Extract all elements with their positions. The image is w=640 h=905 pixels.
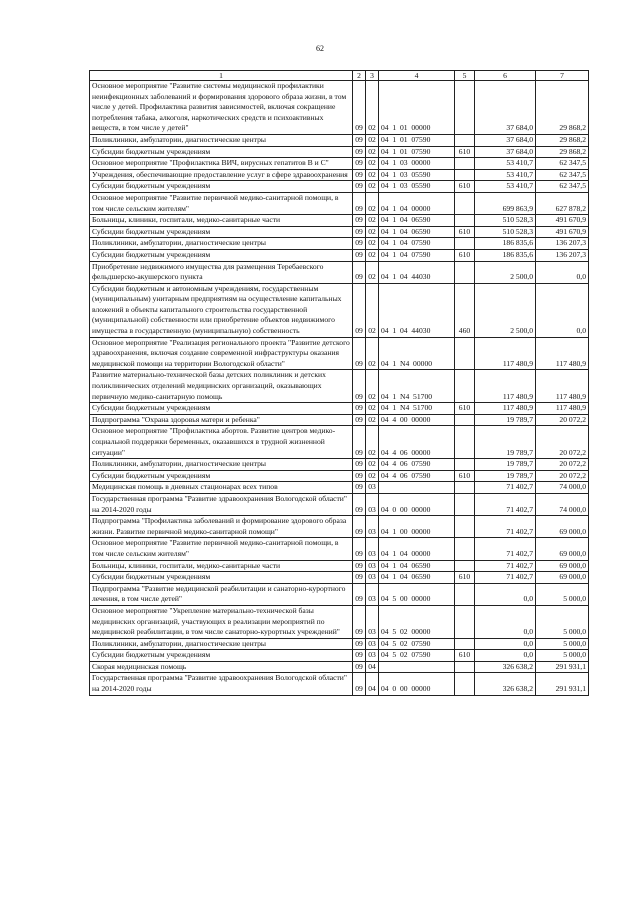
row-name-cell: Государственная программа "Развитие здравоохранения Вологодской области" на 2014-2020 годы <box>90 673 353 695</box>
expense-type-cell: 610 <box>455 470 475 482</box>
amount-year2-cell: 5 000,0 <box>536 605 589 638</box>
amount-year1-cell: 510 528,3 <box>475 215 536 227</box>
amount-year2-cell: 29 868,2 <box>536 146 589 158</box>
subsection-code-cell: 02 <box>366 470 379 482</box>
target-article-cell: 04 1 03 05590 <box>379 181 455 193</box>
amount-year2-cell: 5 000,0 <box>536 638 589 650</box>
section-code-cell: 09 <box>353 146 366 158</box>
table-row <box>90 81 589 135</box>
expense-type-cell <box>455 81 475 135</box>
row-name-cell: Субсидии бюджетным учреждениям <box>90 403 353 415</box>
expense-type-cell <box>455 370 475 403</box>
row-name-cell: Субсидии бюджетным и автономным учреждениям, государственным (муниципальным) унитарным предприятиям на осуществление капитальных вложений в объекты капитального строительства государственной (муниципальной) собственности или приобретение объектов недвижимого имущества в государственную (муниципальную) собственность <box>90 283 353 337</box>
expense-type-cell: 610 <box>455 650 475 662</box>
target-article-cell: 04 4 06 00000 <box>379 426 455 459</box>
amount-year1-cell: 19 789,7 <box>475 414 536 426</box>
row-name-cell: Поликлиники, амбулатории, диагностические центры <box>90 134 353 146</box>
target-article-cell: 04 1 03 05590 <box>379 169 455 181</box>
target-article-cell: 04 4 06 07590 <box>379 470 455 482</box>
row-name-cell: Субсидии бюджетным учреждениям <box>90 181 353 193</box>
table-row <box>90 169 589 181</box>
table-row <box>90 337 589 370</box>
budget-table <box>89 70 589 696</box>
section-code-cell: 09 <box>353 261 366 283</box>
table-row <box>90 181 589 193</box>
target-article-cell: 04 1 04 44030 <box>379 261 455 283</box>
amount-year2-cell: 136 207,3 <box>536 238 589 250</box>
row-name-cell: Основное мероприятие "Развитие системы медицинской профилактики неинфекционных заболеваний и формирования здорового образа жизни, в том числе у детей. Профилактика развития зависимостей, включая сокращение потребления табака, алкоголя, наркотических средств и психоактивных веществ, в том числе у детей" <box>90 81 353 135</box>
subsection-code-cell: 02 <box>366 426 379 459</box>
amount-year1-cell: 71 402,7 <box>475 482 536 494</box>
expense-type-cell: 610 <box>455 249 475 261</box>
amount-year2-cell: 5 000,0 <box>536 583 589 605</box>
row-name-cell: Поликлиники, амбулатории, диагностические центры <box>90 238 353 250</box>
header-cell: 5 <box>455 71 475 81</box>
table-row <box>90 283 589 337</box>
amount-year1-cell: 186 835,6 <box>475 249 536 261</box>
expense-type-cell <box>455 459 475 471</box>
amount-year1-cell: 326 638,2 <box>475 661 536 673</box>
expense-type-cell <box>455 516 475 538</box>
row-name-cell: Субсидии бюджетным учреждениям <box>90 650 353 662</box>
section-code-cell: 09 <box>353 673 366 695</box>
amount-year2-cell: 20 072,2 <box>536 426 589 459</box>
section-code-cell: 09 <box>353 337 366 370</box>
expense-type-cell <box>455 673 475 695</box>
target-article-cell: 04 4 00 00000 <box>379 414 455 426</box>
header-cell: 3 <box>366 71 379 81</box>
section-code-cell: 09 <box>353 181 366 193</box>
subsection-code-cell: 03 <box>366 560 379 572</box>
table-row <box>90 261 589 283</box>
section-code-cell: 09 <box>353 81 366 135</box>
row-name-cell: Основное мероприятие "Профилактика ВИЧ, вирусных гепатитов В и С" <box>90 158 353 170</box>
section-code-cell: 09 <box>353 482 366 494</box>
target-article-cell <box>379 482 455 494</box>
header-cell: 2 <box>353 71 366 81</box>
expense-type-cell: 460 <box>455 283 475 337</box>
target-article-cell: 04 1 03 00000 <box>379 158 455 170</box>
table-row <box>90 572 589 584</box>
row-name-cell: Основное мероприятие "Укрепление материально-технической базы медицинских организаций, участвующих в реализации мероприятий по медицинской реабилитации, в том числе санаторно-курортных учреждений" <box>90 605 353 638</box>
amount-year1-cell: 53 410,7 <box>475 169 536 181</box>
subsection-code-cell: 03 <box>366 583 379 605</box>
amount-year2-cell: 29 868,2 <box>536 134 589 146</box>
amount-year2-cell: 0,0 <box>536 283 589 337</box>
expense-type-cell: 610 <box>455 226 475 238</box>
section-code-cell: 09 <box>353 538 366 560</box>
table-row <box>90 650 589 662</box>
subsection-code-cell: 03 <box>366 572 379 584</box>
table-body <box>90 71 589 696</box>
section-code-cell: 09 <box>353 426 366 459</box>
section-code-cell: 09 <box>353 215 366 227</box>
amount-year2-cell: 20 072,2 <box>536 414 589 426</box>
amount-year2-cell: 491 670,9 <box>536 215 589 227</box>
amount-year1-cell: 117 480,9 <box>475 403 536 415</box>
target-article-cell: 04 1 04 44030 <box>379 283 455 337</box>
expense-type-cell <box>455 337 475 370</box>
table-row <box>90 192 589 214</box>
amount-year2-cell: 117 480,9 <box>536 403 589 415</box>
amount-year2-cell: 5 000,0 <box>536 650 589 662</box>
amount-year2-cell: 20 072,2 <box>536 470 589 482</box>
table-row <box>90 249 589 261</box>
section-code-cell: 09 <box>353 459 366 471</box>
subsection-code-cell: 04 <box>366 661 379 673</box>
expense-type-cell <box>455 638 475 650</box>
subsection-code-cell: 03 <box>366 638 379 650</box>
subsection-code-cell: 04 <box>366 673 379 695</box>
expense-type-cell <box>455 605 475 638</box>
subsection-code-cell: 02 <box>366 215 379 227</box>
table-row <box>90 493 589 515</box>
subsection-code-cell: 02 <box>366 146 379 158</box>
amount-year2-cell: 627 878,2 <box>536 192 589 214</box>
expense-type-cell <box>455 482 475 494</box>
table-row <box>90 470 589 482</box>
amount-year2-cell: 69 000,0 <box>536 560 589 572</box>
page-number: 62 <box>316 44 324 53</box>
table-row <box>90 403 589 415</box>
row-name-cell: Основное мероприятие "Профилактика абортов. Развитие центров медико-социальной поддержки беременных, оказавшихся в трудной жизненной ситуации" <box>90 426 353 459</box>
target-article-cell: 04 0 00 00000 <box>379 673 455 695</box>
section-code-cell: 09 <box>353 605 366 638</box>
table-row <box>90 516 589 538</box>
target-article-cell: 04 1 04 06590 <box>379 560 455 572</box>
target-article-cell: 04 5 00 00000 <box>379 583 455 605</box>
amount-year1-cell: 37 684,0 <box>475 146 536 158</box>
row-name-cell: Больницы, клиники, госпитали, медико-санитарные части <box>90 215 353 227</box>
amount-year1-cell: 71 402,7 <box>475 516 536 538</box>
row-name-cell: Подпрограмма "Развитие медицинской реабилитации и санаторно-курортного лечения, в том числе детей" <box>90 583 353 605</box>
row-name-cell: Субсидии бюджетным учреждениям <box>90 572 353 584</box>
expense-type-cell: 610 <box>455 572 475 584</box>
subsection-code-cell: 02 <box>366 238 379 250</box>
amount-year1-cell: 117 480,9 <box>475 370 536 403</box>
section-code-cell: 09 <box>353 572 366 584</box>
amount-year1-cell: 71 402,7 <box>475 572 536 584</box>
row-name-cell: Основное мероприятие "Реализация регионального проекта "Развитие детского здравоохранения, включая создание современной инфраструктуры оказания медицинской помощи на территории Вологодской области" <box>90 337 353 370</box>
subsection-code-cell: 02 <box>366 249 379 261</box>
amount-year2-cell: 62 347,5 <box>536 158 589 170</box>
row-name-cell: Основное мероприятие "Развитие первичной медико-санитарной помощи, в том числе сельским жителям" <box>90 538 353 560</box>
header-cell: 7 <box>536 71 589 81</box>
section-code-cell: 09 <box>353 650 366 662</box>
section-code-cell: 09 <box>353 470 366 482</box>
amount-year1-cell: 510 528,3 <box>475 226 536 238</box>
section-code-cell: 09 <box>353 583 366 605</box>
amount-year2-cell: 291 931,1 <box>536 673 589 695</box>
table-row <box>90 238 589 250</box>
amount-year2-cell: 62 347,5 <box>536 181 589 193</box>
amount-year1-cell: 699 863,9 <box>475 192 536 214</box>
table-row <box>90 426 589 459</box>
row-name-cell: Развитие материально-технической базы детских поликлиник и детских поликлинических отделений медицинских организаций, оказывающих первичную медико-санитарную помощь <box>90 370 353 403</box>
expense-type-cell <box>455 414 475 426</box>
subsection-code-cell: 03 <box>366 516 379 538</box>
table-row <box>90 560 589 572</box>
table-row <box>90 538 589 560</box>
subsection-code-cell: 02 <box>366 192 379 214</box>
subsection-code-cell: 03 <box>366 650 379 662</box>
target-article-cell: 04 5 02 00000 <box>379 605 455 638</box>
expense-type-cell <box>455 661 475 673</box>
subsection-code-cell: 02 <box>366 169 379 181</box>
amount-year2-cell: 69 000,0 <box>536 572 589 584</box>
amount-year2-cell: 20 072,2 <box>536 459 589 471</box>
row-name-cell: Основное мероприятие "Развитие первичной медико-санитарной помощи, в том числе сельским жителям" <box>90 192 353 214</box>
subsection-code-cell: 03 <box>366 605 379 638</box>
target-article-cell: 04 4 06 07590 <box>379 459 455 471</box>
amount-year1-cell: 2 500,0 <box>475 261 536 283</box>
table-row <box>90 638 589 650</box>
section-code-cell: 09 <box>353 158 366 170</box>
header-row <box>90 71 589 81</box>
table-row <box>90 158 589 170</box>
expense-type-cell: 610 <box>455 146 475 158</box>
subsection-code-cell: 02 <box>366 81 379 135</box>
amount-year1-cell: 53 410,7 <box>475 181 536 193</box>
row-name-cell: Учреждения, обеспечивающие предоставление услуг в сфере здравоохранения <box>90 169 353 181</box>
subsection-code-cell: 03 <box>366 493 379 515</box>
amount-year2-cell: 491 670,9 <box>536 226 589 238</box>
amount-year2-cell: 62 347,5 <box>536 169 589 181</box>
section-code-cell: 09 <box>353 134 366 146</box>
amount-year2-cell: 69 000,0 <box>536 538 589 560</box>
section-code-cell: 09 <box>353 638 366 650</box>
row-name-cell: Приобретение недвижимого имущества для размещения Теребаевского фельдшерско-акушерского пункта <box>90 261 353 283</box>
target-article-cell: 04 1 04 00000 <box>379 192 455 214</box>
amount-year1-cell: 186 835,6 <box>475 238 536 250</box>
target-article-cell: 04 0 00 00000 <box>379 493 455 515</box>
table-row <box>90 215 589 227</box>
expense-type-cell <box>455 583 475 605</box>
row-name-cell: Подпрограмма "Охрана здоровья матери и ребенка" <box>90 414 353 426</box>
row-name-cell: Субсидии бюджетным учреждениям <box>90 249 353 261</box>
amount-year2-cell: 29 868,2 <box>536 81 589 135</box>
expense-type-cell <box>455 134 475 146</box>
header-cell: 1 <box>90 71 353 81</box>
amount-year1-cell: 19 789,7 <box>475 426 536 459</box>
subsection-code-cell: 02 <box>366 226 379 238</box>
amount-year2-cell: 117 480,9 <box>536 370 589 403</box>
section-code-cell: 09 <box>353 226 366 238</box>
expense-type-cell <box>455 560 475 572</box>
target-article-cell: 04 1 04 06590 <box>379 226 455 238</box>
target-article-cell: 04 1 04 06590 <box>379 215 455 227</box>
amount-year2-cell: 69 000,0 <box>536 516 589 538</box>
section-code-cell: 09 <box>353 493 366 515</box>
target-article-cell: 04 1 04 00000 <box>379 538 455 560</box>
amount-year1-cell: 117 480,9 <box>475 337 536 370</box>
row-name-cell: Подпрограмма "Профилактика заболеваний и формирование здорового образа жизни. Развитие первичной медико-санитарной помощи" <box>90 516 353 538</box>
amount-year2-cell: 117 480,9 <box>536 337 589 370</box>
amount-year1-cell: 0,0 <box>475 638 536 650</box>
table-row <box>90 459 589 471</box>
expense-type-cell <box>455 158 475 170</box>
target-article-cell: 04 1 01 07590 <box>379 134 455 146</box>
amount-year1-cell: 71 402,7 <box>475 538 536 560</box>
amount-year1-cell: 71 402,7 <box>475 560 536 572</box>
table-row <box>90 134 589 146</box>
target-article-cell: 04 5 02 07590 <box>379 650 455 662</box>
section-code-cell: 09 <box>353 283 366 337</box>
amount-year1-cell: 2 500,0 <box>475 283 536 337</box>
subsection-code-cell: 02 <box>366 181 379 193</box>
expense-type-cell <box>455 215 475 227</box>
section-code-cell: 09 <box>353 516 366 538</box>
table-row <box>90 482 589 494</box>
target-article-cell: 04 1 04 07590 <box>379 249 455 261</box>
row-name-cell: Субсидии бюджетным учреждениям <box>90 146 353 158</box>
expense-type-cell <box>455 493 475 515</box>
table-row <box>90 414 589 426</box>
section-code-cell: 09 <box>353 414 366 426</box>
subsection-code-cell: 03 <box>366 538 379 560</box>
table-row <box>90 146 589 158</box>
amount-year1-cell: 71 402,7 <box>475 493 536 515</box>
amount-year2-cell: 74 000,0 <box>536 493 589 515</box>
row-name-cell: Поликлиники, амбулатории, диагностические центры <box>90 638 353 650</box>
row-name-cell: Скорая медицинская помощь <box>90 661 353 673</box>
amount-year1-cell: 0,0 <box>475 583 536 605</box>
target-article-cell: 04 1 04 07590 <box>379 238 455 250</box>
amount-year1-cell: 37 684,0 <box>475 81 536 135</box>
header-cell: 4 <box>379 71 455 81</box>
row-name-cell: Субсидии бюджетным учреждениям <box>90 470 353 482</box>
section-code-cell: 09 <box>353 169 366 181</box>
amount-year1-cell: 0,0 <box>475 650 536 662</box>
row-name-cell: Субсидии бюджетным учреждениям <box>90 226 353 238</box>
table-row <box>90 370 589 403</box>
subsection-code-cell: 03 <box>366 482 379 494</box>
expense-type-cell <box>455 261 475 283</box>
table-row <box>90 673 589 695</box>
amount-year1-cell: 19 789,7 <box>475 470 536 482</box>
target-article-cell <box>379 661 455 673</box>
expense-type-cell: 610 <box>455 403 475 415</box>
subsection-code-cell: 02 <box>366 261 379 283</box>
table-row <box>90 661 589 673</box>
subsection-code-cell: 02 <box>366 337 379 370</box>
expense-type-cell <box>455 426 475 459</box>
amount-year2-cell: 0,0 <box>536 261 589 283</box>
target-article-cell: 04 1 01 00000 <box>379 81 455 135</box>
target-article-cell: 04 1 01 07590 <box>379 146 455 158</box>
row-name-cell: Поликлиники, амбулатории, диагностические центры <box>90 459 353 471</box>
amount-year1-cell: 53 410,7 <box>475 158 536 170</box>
expense-type-cell <box>455 538 475 560</box>
target-article-cell: 04 5 02 07590 <box>379 638 455 650</box>
section-code-cell: 09 <box>353 192 366 214</box>
amount-year1-cell: 326 638,2 <box>475 673 536 695</box>
row-name-cell: Больницы, клиники, госпитали, медико-санитарные части <box>90 560 353 572</box>
target-article-cell: 04 1 N4 51700 <box>379 370 455 403</box>
subsection-code-cell: 02 <box>366 403 379 415</box>
target-article-cell: 04 1 00 00000 <box>379 516 455 538</box>
subsection-code-cell: 02 <box>366 283 379 337</box>
expense-type-cell <box>455 238 475 250</box>
row-name-cell: Государственная программа "Развитие здравоохранения Вологодской области" на 2014-2020 годы <box>90 493 353 515</box>
subsection-code-cell: 02 <box>366 134 379 146</box>
subsection-code-cell: 02 <box>366 459 379 471</box>
subsection-code-cell: 02 <box>366 370 379 403</box>
section-code-cell: 09 <box>353 238 366 250</box>
amount-year1-cell: 37 684,0 <box>475 134 536 146</box>
table-row <box>90 583 589 605</box>
amount-year1-cell: 19 789,7 <box>475 459 536 471</box>
target-article-cell: 04 1 04 06590 <box>379 572 455 584</box>
target-article-cell: 04 1 N4 00000 <box>379 337 455 370</box>
subsection-code-cell: 02 <box>366 414 379 426</box>
expense-type-cell <box>455 192 475 214</box>
amount-year1-cell: 0,0 <box>475 605 536 638</box>
target-article-cell: 04 1 N4 51700 <box>379 403 455 415</box>
expense-type-cell <box>455 169 475 181</box>
section-code-cell: 09 <box>353 560 366 572</box>
header-cell: 6 <box>475 71 536 81</box>
amount-year2-cell: 136 207,3 <box>536 249 589 261</box>
subsection-code-cell: 02 <box>366 158 379 170</box>
amount-year2-cell: 74 000,0 <box>536 482 589 494</box>
section-code-cell: 09 <box>353 403 366 415</box>
section-code-cell: 09 <box>353 370 366 403</box>
row-name-cell: Медицинская помощь в дневных стационарах всех типов <box>90 482 353 494</box>
section-code-cell: 09 <box>353 249 366 261</box>
table-row <box>90 605 589 638</box>
amount-year2-cell: 291 931,1 <box>536 661 589 673</box>
section-code-cell: 09 <box>353 661 366 673</box>
expense-type-cell: 610 <box>455 181 475 193</box>
table-row <box>90 226 589 238</box>
